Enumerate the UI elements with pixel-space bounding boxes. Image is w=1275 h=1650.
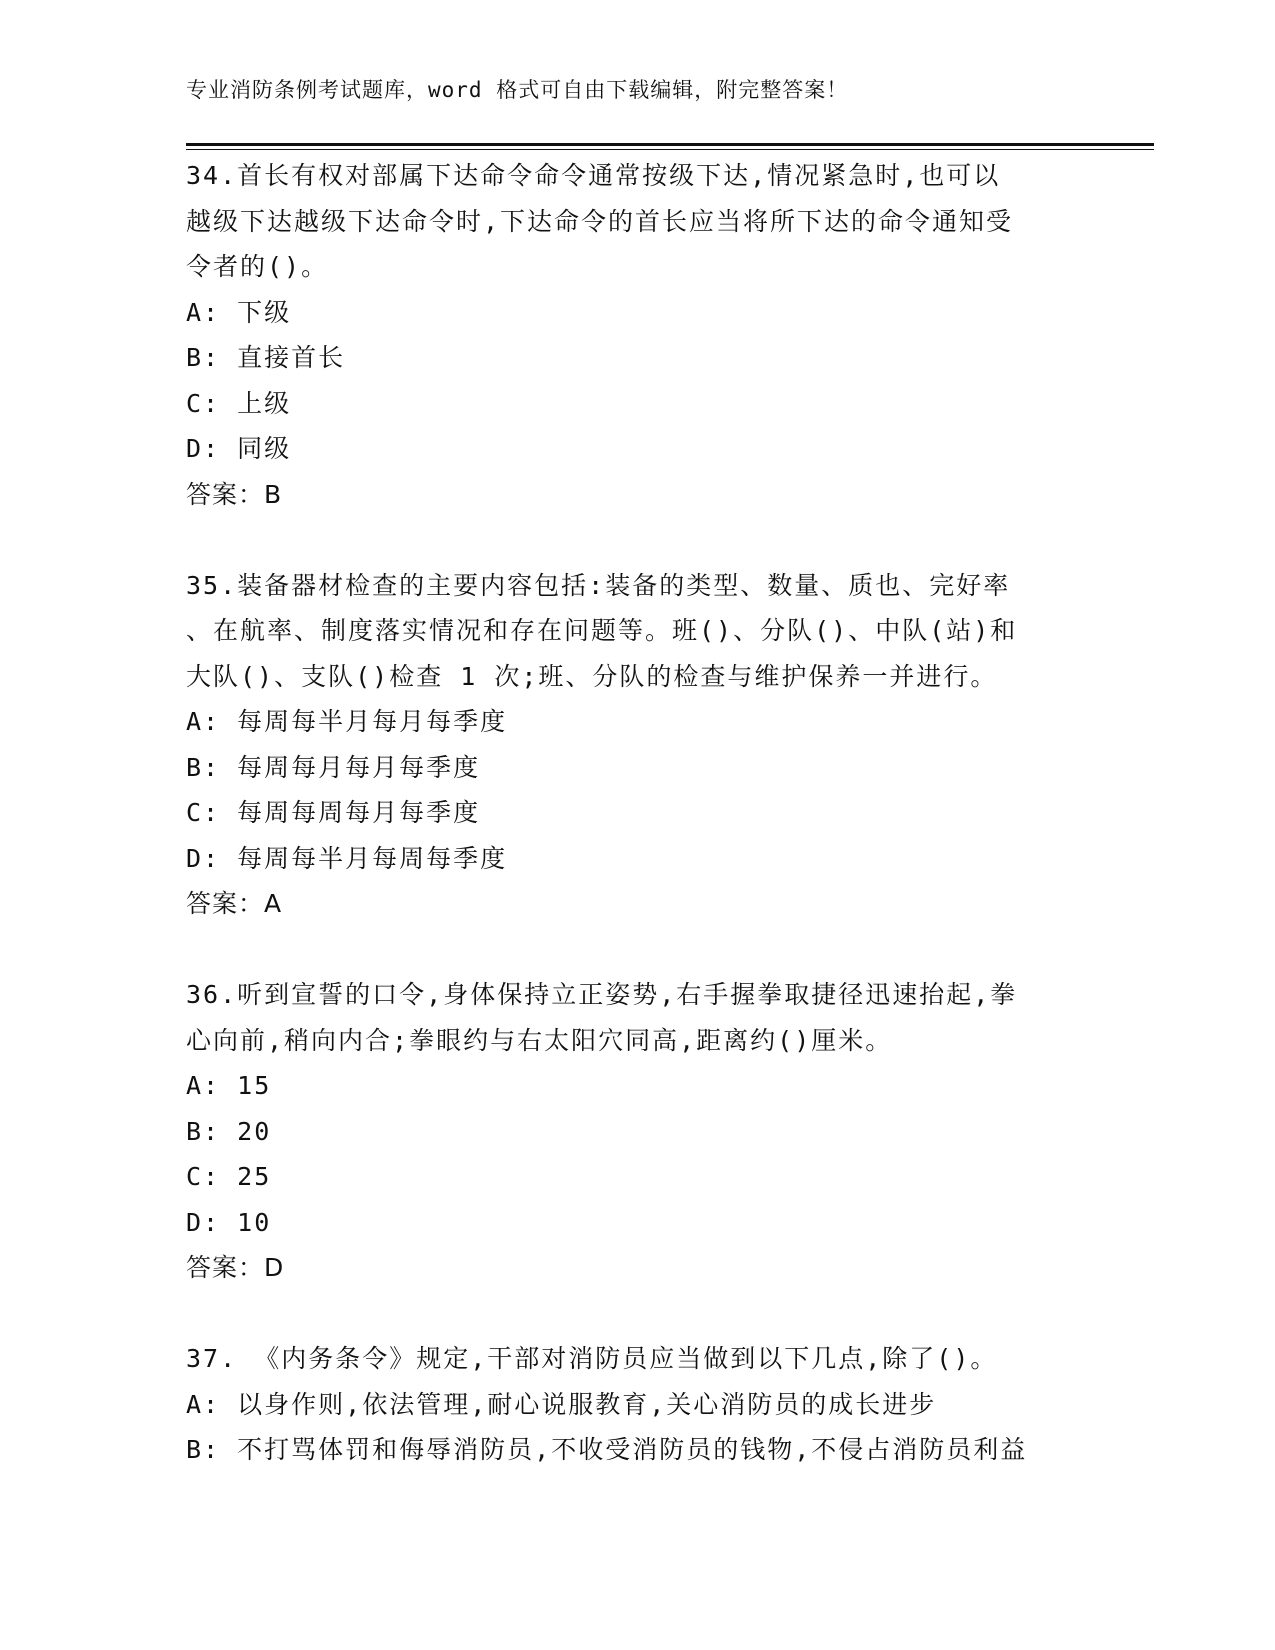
question-text-line: 心向前,稍向内合;拳眼约与右太阳穴同高,距离约()厘米。 [186,1025,893,1055]
question-text-line: 37. 《内务条令》规定,干部对消防员应当做到以下几点,除了()。 [186,1344,998,1373]
spacer [186,517,1086,563]
header-rule-thick [186,143,1154,146]
question-35 [186,563,1086,927]
option-d: D: 10 [186,1207,272,1237]
question-text-line: 35.装备器材检查的主要内容包括:装备的类型、数量、质也、完好率 [186,570,1011,600]
option-d: D: 每周每半月每周每季度 [186,843,508,873]
option-b: B: 20 [186,1116,272,1146]
answer: 答案：D [186,1253,285,1282]
question-text-line: 越级下达越级下达命令时,下达命令的首长应当将所下达的命令通知受 [186,206,1014,236]
option-b: B: 直接首长 [186,343,346,372]
question-text-line: 、在航率、制度落实情况和存在问题等。班()、分队()、中队(站)和 [186,616,1018,645]
option-c: C: 每周每周每月每季度 [186,798,481,827]
question-34 [186,153,1086,517]
option-a: A: 下级 [186,297,292,327]
option-a: A: 15 [186,1071,272,1100]
option-c: C: 上级 [186,388,292,418]
question-text-line: 大队()、支队()检查 1 次;班、分队的检查与维护保养一并进行。 [186,661,998,691]
question-text-line: 36.听到宣誓的口令,身体保持立正姿势,右手握拳取捷径迅速抬起,拳 [186,980,1018,1009]
option-b: B: 每周每月每月每季度 [186,752,481,782]
page-header: 专业消防条例考试题库，word 格式可自由下载编辑，附完整答案！ [186,78,849,102]
question-37 [186,1336,1086,1473]
question-36 [186,972,1086,1291]
spacer [186,927,1086,973]
option-d: D: 同级 [186,434,292,463]
spacer [186,1291,1086,1337]
question-text-line: 令者的()。 [186,252,329,281]
answer: 答案：A [186,889,283,918]
option-a: A: 以身作则,依法管理,耐心说服教育,关心消防员的成长进步 [186,1389,937,1419]
option-a: A: 每周每半月每月每季度 [186,707,508,736]
answer: 答案：B [186,479,283,509]
header-rule-thin [186,149,1154,150]
option-b: B: 不打骂体罚和侮辱消防员,不收受消防员的钱物,不侵占消防员利益 [186,1435,1028,1464]
question-text-line: 34.首长有权对部属下达命令命令通常按级下达,情况紧急时,也可以 [186,161,1001,190]
question-list [186,153,1086,1473]
option-c: C: 25 [186,1162,272,1191]
